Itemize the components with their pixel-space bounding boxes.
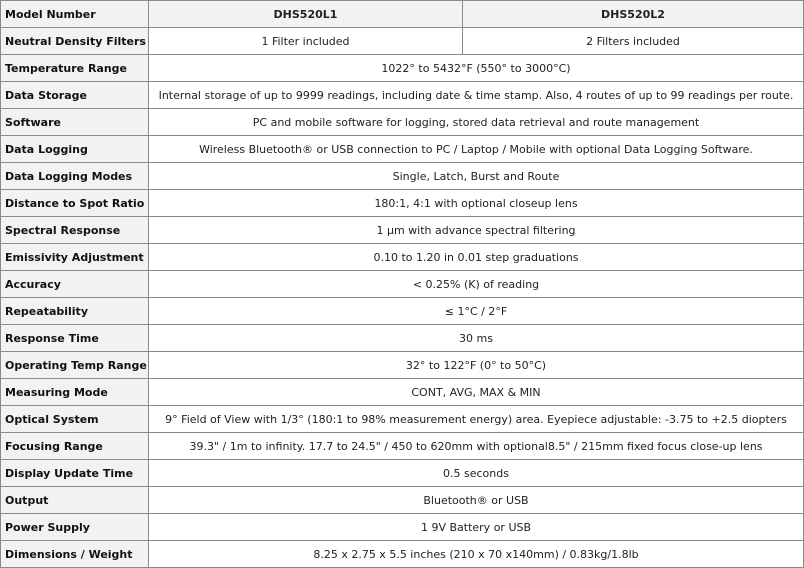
filters-row bbox=[1, 28, 804, 55]
header-label: Model Number bbox=[1, 1, 149, 28]
spec-value: 1022° to 5432°F (550° to 3000°C) bbox=[149, 55, 804, 82]
spec-row bbox=[1, 271, 804, 298]
spec-row bbox=[1, 487, 804, 514]
spec-value: CONT, AVG, MAX & MIN bbox=[149, 379, 804, 406]
spec-row bbox=[1, 352, 804, 379]
spec-label: Operating Temp Range bbox=[1, 352, 149, 379]
spec-label: Data Logging bbox=[1, 136, 149, 163]
filters-value-l2: 2 Filters included bbox=[463, 28, 804, 55]
spec-row bbox=[1, 325, 804, 352]
model-dhs520l2: DHS520L2 bbox=[463, 1, 804, 28]
spec-label: Focusing Range bbox=[1, 433, 149, 460]
spec-row bbox=[1, 514, 804, 541]
spec-value: 39.3" / 1m to infinity. 17.7 to 24.5" / 450 to 620mm with optional8.5" / 215mm fixed focus close-up lens bbox=[149, 433, 804, 460]
spec-value: 9° Field of View with 1/3° (180:1 to 98% measurement energy) area. Eyepiece adjustable: -3.75 to +2.5 diopters bbox=[149, 406, 804, 433]
spec-value: < 0.25% (K) of reading bbox=[149, 271, 804, 298]
spec-table-body bbox=[1, 1, 804, 568]
spec-row bbox=[1, 136, 804, 163]
spec-label: Optical System bbox=[1, 406, 149, 433]
spec-row bbox=[1, 55, 804, 82]
spec-row bbox=[1, 82, 804, 109]
header-row bbox=[1, 1, 804, 28]
spec-value: 8.25 x 2.75 x 5.5 inches (210 x 70 x140mm) / 0.83kg/1.8lb bbox=[149, 541, 804, 568]
spec-value: 30 ms bbox=[149, 325, 804, 352]
spec-row bbox=[1, 541, 804, 568]
spec-value: 0.5 seconds bbox=[149, 460, 804, 487]
spec-row bbox=[1, 433, 804, 460]
spec-label: Software bbox=[1, 109, 149, 136]
spec-value: Single, Latch, Burst and Route bbox=[149, 163, 804, 190]
spec-label: Temperature Range bbox=[1, 55, 149, 82]
spec-label: Data Storage bbox=[1, 82, 149, 109]
spec-label: Display Update Time bbox=[1, 460, 149, 487]
spec-value: 180:1, 4:1 with optional closeup lens bbox=[149, 190, 804, 217]
spec-value: 1 9V Battery or USB bbox=[149, 514, 804, 541]
spec-label: Measuring Mode bbox=[1, 379, 149, 406]
spec-value: Bluetooth® or USB bbox=[149, 487, 804, 514]
spec-label: Accuracy bbox=[1, 271, 149, 298]
model-dhs520l1: DHS520L1 bbox=[149, 1, 463, 28]
spec-row bbox=[1, 109, 804, 136]
spec-label: Data Logging Modes bbox=[1, 163, 149, 190]
spec-label: Power Supply bbox=[1, 514, 149, 541]
spec-label: Response Time bbox=[1, 325, 149, 352]
spec-label: Repeatability bbox=[1, 298, 149, 325]
spec-row bbox=[1, 298, 804, 325]
spec-value: Internal storage of up to 9999 readings, including date & time stamp. Also, 4 routes of up to 99 readings per route. bbox=[149, 82, 804, 109]
spec-value: 1 µm with advance spectral filtering bbox=[149, 217, 804, 244]
spec-row bbox=[1, 217, 804, 244]
spec-row bbox=[1, 460, 804, 487]
spec-value: PC and mobile software for logging, stored data retrieval and route management bbox=[149, 109, 804, 136]
spec-row bbox=[1, 244, 804, 271]
spec-label: Dimensions / Weight bbox=[1, 541, 149, 568]
spec-row bbox=[1, 406, 804, 433]
spec-value: ≤ 1°C / 2°F bbox=[149, 298, 804, 325]
filters-label: Neutral Density Filters bbox=[1, 28, 149, 55]
spec-row bbox=[1, 190, 804, 217]
spec-row bbox=[1, 163, 804, 190]
filters-value-l1: 1 Filter included bbox=[149, 28, 463, 55]
spec-value: Wireless Bluetooth® or USB connection to PC / Laptop / Mobile with optional Data Logging Software. bbox=[149, 136, 804, 163]
spec-label: Spectral Response bbox=[1, 217, 149, 244]
spec-label: Output bbox=[1, 487, 149, 514]
spec-row bbox=[1, 379, 804, 406]
spec-value: 0.10 to 1.20 in 0.01 step graduations bbox=[149, 244, 804, 271]
spec-value: 32° to 122°F (0° to 50°C) bbox=[149, 352, 804, 379]
spec-label: Emissivity Adjustment bbox=[1, 244, 149, 271]
spec-label: Distance to Spot Ratio bbox=[1, 190, 149, 217]
